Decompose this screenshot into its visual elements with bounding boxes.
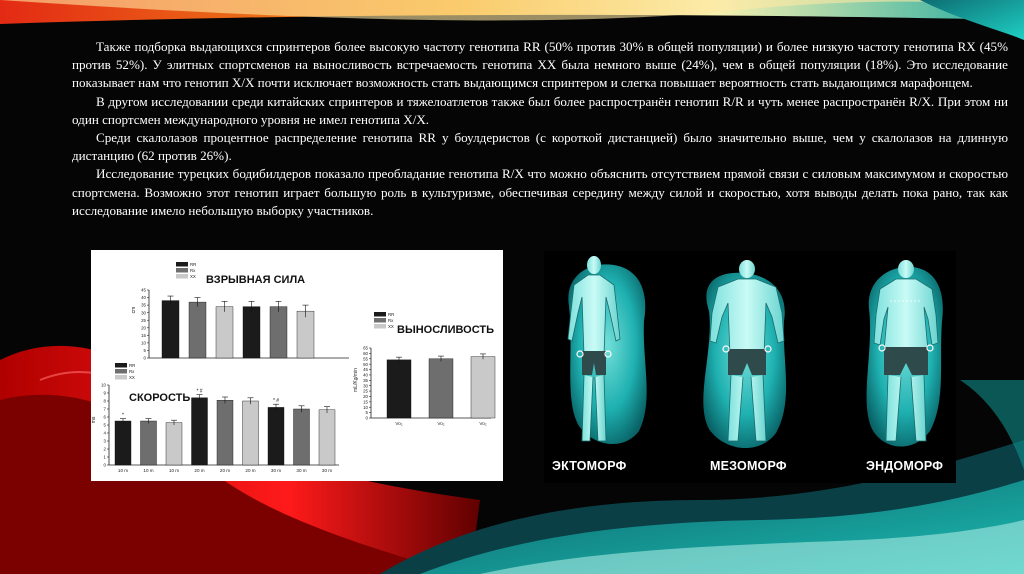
endurance-y-tick-label: 30 [363,383,368,389]
endurance-y-tick-label: 65 [363,345,368,351]
speed-y-axis-label: ms [91,416,97,424]
speed-legend-label: XX [129,375,135,380]
body-text [72,38,1008,220]
speed-y-tick-label: 8 [103,398,106,404]
paragraph-2: В другом исследовании среди китайских спринтеров и тяжелоатлетов также был более распространён генотип R/R и чуть менее распространён R/X. При этом ни один спортсмен международного уровня не имел генотипа X/X. [72,93,1008,127]
speed-y-tick-label: 5 [103,422,106,428]
speed-bar [243,401,259,465]
endurance-bar [429,359,453,418]
speed-x-tick-label: 20 m [219,468,231,473]
explosive-power-y-tick-label: 5 [143,348,146,354]
explosive-power-bar [189,302,206,358]
paragraph-1: Также подборка выдающихся спринтеров более высокую частоту генотипа RR (50% против 30% в общей популяции) и более низкую частоту генотипа RX (45% против 52%). У элитных спортсменов на выносливость встречаемость генотипа XX была немного выше (24%), чем в общей популяции (18%). Это исследование показывает нам что генотип X/X почти исключает возможность стать выдающимся спринтером и слегка повышает вероятность стать выдающимся марафонцем. [72,39,1008,91]
speed-annotation: * # [196,388,203,395]
speed-y-tick-label: 4 [103,430,106,436]
speed-annotation: * # [272,398,280,405]
endurance-x-tick-label: Vo₂ [437,421,445,426]
speed-y-tick-label: 6 [103,414,106,420]
explosive-power-legend-swatch [176,262,188,267]
explosive-power-bar [297,311,314,358]
endurance-y-tick-label: 40 [363,372,368,378]
explosive-power-legend-swatch [176,274,188,279]
speed-bar [141,421,157,465]
explosive-power-legend-label: RR [190,262,197,267]
endurance-y-tick-label: 20 [363,394,368,400]
speed-x-tick-label: 10 m [143,468,154,473]
explosive-power-y-tick-label: 15 [141,332,146,338]
endurance-x-tick-label: Vo₂ [395,421,403,426]
explosive-power-y-tick-label: 45 [141,287,146,293]
explosive-power-bar [270,307,287,358]
speed-legend-label: RR [129,363,136,368]
endurance-y-tick-label: 55 [363,356,368,362]
speed-bar [294,409,310,465]
speed-bar [217,400,233,465]
endurance-y-tick-label: 15 [363,399,368,405]
endurance-bar [387,360,411,418]
explosive-power-y-tick-label: 20 [141,325,146,331]
endurance-y-tick-label: 25 [363,388,368,394]
endurance-y-tick-label: 0 [365,415,368,421]
explosive-power-bar [162,301,179,358]
ectomorph-label: ЭКТОМОРФ [552,459,627,473]
explosive-power-y-tick-label: 35 [141,302,146,308]
speed-legend-swatch [115,363,127,368]
endurance-title: ВЫНОСЛИВОСТЬ [397,324,495,336]
explosive-power-y-tick-label: 25 [141,317,146,323]
endurance-y-axis-label: mL/Kg/min [353,368,359,392]
genotype-charts [91,250,503,481]
speed-y-tick-label: 9 [103,390,106,396]
speed-bar [268,407,284,465]
explosive-power-y-axis-label: cm [131,306,137,314]
endurance-legend-swatch [374,324,386,329]
endurance-legend-label: XX [388,324,394,329]
speed-title: СКОРОСТЬ [129,392,191,404]
explosive-power-title: ВЗРЫВНАЯ СИЛА [206,274,306,286]
mesomorph-label: МЕЗОМОРФ [710,459,787,473]
endurance-y-tick-label: 60 [363,350,368,356]
speed-x-tick-label: 30 m [321,468,333,473]
speed-x-tick-label: 10 m [117,468,129,473]
paragraph-3: Среди скалолазов процентное распределение генотипа RR у боулдеристов (с короткой дистанцией) было значительно выше, чем у скалолазов на длинную дистанцию (62 против 26%). [72,130,1008,164]
speed-y-tick-label: 2 [103,446,106,452]
endurance-y-tick-label: 45 [363,367,368,373]
ectomorph-figure [568,256,647,444]
somatotypes-panel [544,251,956,483]
endurance-legend-swatch [374,312,386,317]
somatotype-figures [544,251,956,483]
endurance-y-tick-label: 10 [363,404,368,410]
explosive-power-y-tick-label: 30 [141,310,146,316]
genotype-charts-panel [91,250,503,481]
speed-bar [319,410,335,465]
explosive-power-legend-label: Rx [190,268,196,273]
endurance-legend-label: Rx [388,318,394,323]
explosive-power-legend-swatch [176,268,188,273]
speed-x-tick-label: 20 m [245,468,256,473]
speed-y-tick-label: 1 [103,454,106,460]
explosive-power-y-tick-label: 10 [141,340,146,346]
speed-annotation: * [122,412,124,419]
speed-bar [192,398,208,465]
explosive-power-y-tick-label: 0 [143,355,146,361]
endomorph-label: ЭНДОМОРФ [866,459,944,473]
speed-x-tick-label: 30 m [296,468,307,473]
speed-legend-label: Rx [129,369,135,374]
explosive-power-bar [243,307,260,358]
explosive-power-y-tick-label: 40 [141,295,146,301]
endurance-legend-swatch [374,318,386,323]
speed-bar [115,421,131,465]
explosive-power-legend-label: XX [190,274,196,279]
speed-legend-swatch [115,369,127,374]
endurance-legend-label: RR [388,312,395,317]
speed-y-tick-label: 0 [103,462,106,468]
speed-y-tick-label: 10 [101,382,106,388]
speed-bar [166,423,182,465]
speed-y-tick-label: 3 [103,438,106,444]
endurance-bar [471,357,495,418]
endurance-y-tick-label: 50 [363,361,368,367]
speed-x-tick-label: 30 m [270,468,282,473]
explosive-power-bar [216,307,233,358]
speed-legend-swatch [115,375,127,380]
endurance-y-tick-label: 5 [365,410,368,416]
speed-y-tick-label: 7 [103,406,106,412]
endurance-y-tick-label: 35 [363,377,368,383]
paragraph-4: Исследование турецких бодибилдеров показало преобладание генотипа R/X что можно объяснить отсутствием прямой связи с силовым максимумом и скоростью спортсмена. Возможно этот генотип играет большую роль в культуризме, обеспечивая середину между силой и скоростью, хотя выводы делать пока рано, так как исследование имело небольшую выборку участников. [72,166,1008,218]
speed-x-tick-label: 10 m [168,468,180,473]
mesomorph-figure [703,260,786,448]
endomorph-figure [867,260,943,447]
endurance-x-tick-label: Vo₂ [479,421,487,426]
speed-x-tick-label: 20 m [194,468,205,473]
